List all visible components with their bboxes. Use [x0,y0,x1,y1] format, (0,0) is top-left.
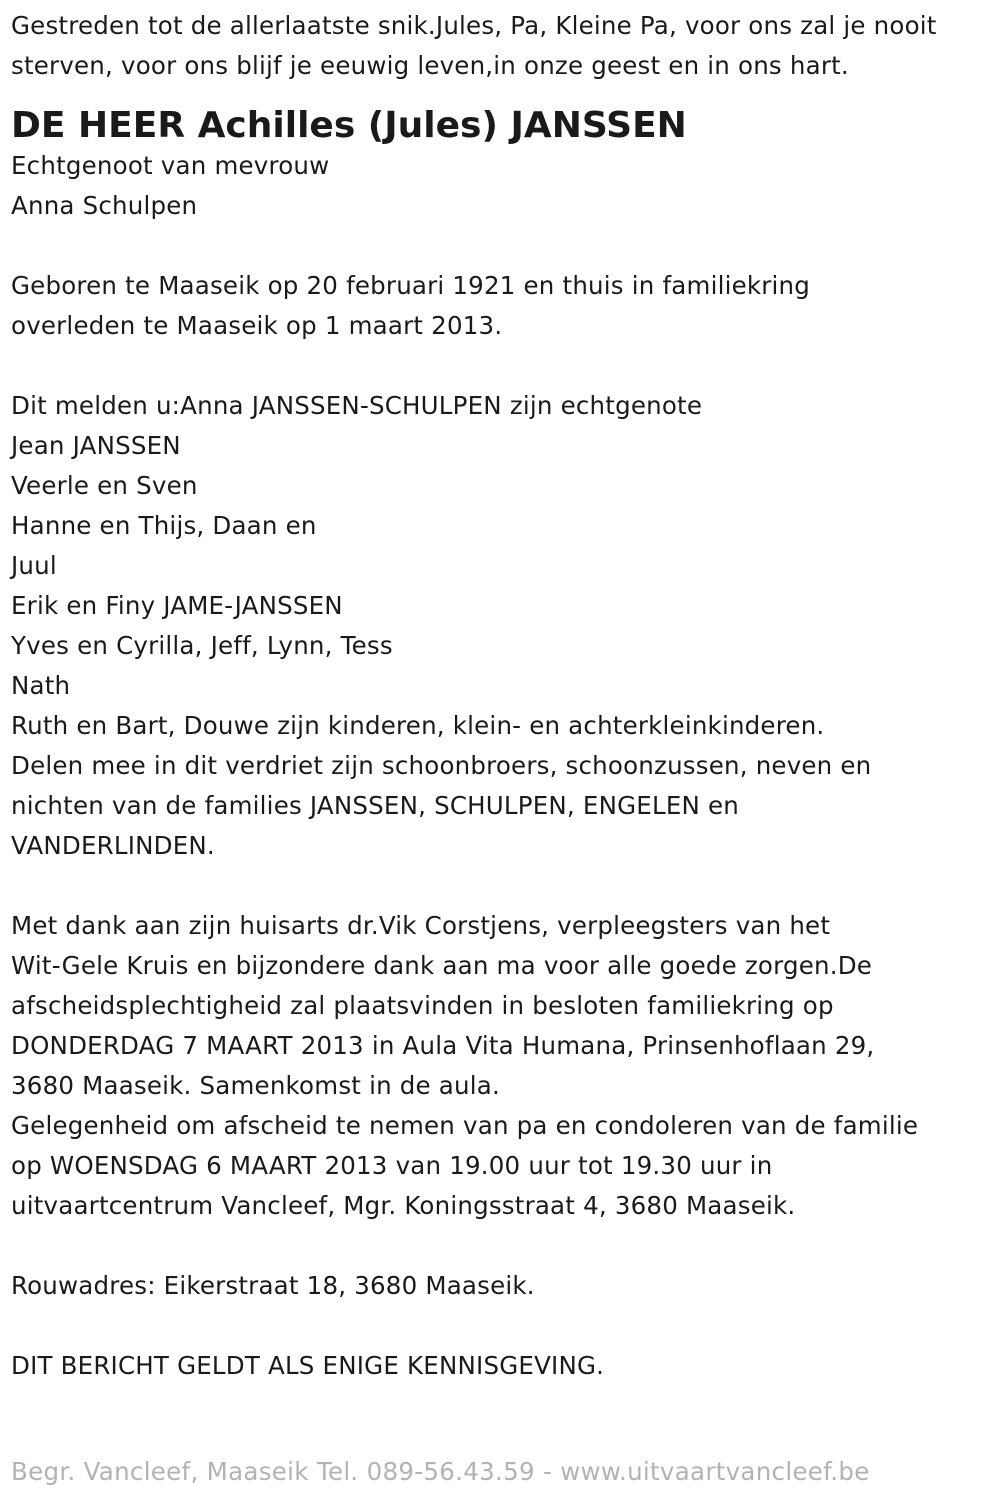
thanks-line: uitvaartcentrum Vancleef, Mgr. Koningsstraat 4, 3680 Maaseik. [11,1191,796,1220]
family-line: Ruth en Bart, Douwe zijn kinderen, klein- en achterkleinkinderen. [11,711,825,740]
family-line: Veerle en Sven [11,471,198,500]
family-line: Delen mee in dit verdriet zijn schoonbroers, schoonzussen, neven en [11,751,872,780]
spouse-line: Echtgenoot van mevrouw [11,151,330,180]
poem-line: sterven, voor ons blijf je eeuwig leven,in onze geest en in ons hart. [11,51,849,80]
mourning-address: Rouwadres: Eikerstraat 18, 3680 Maaseik. [11,1271,535,1300]
thanks-ceremony-block [11,906,993,1226]
family-line: VANDERLINDEN. [11,831,215,860]
thanks-line: DONDERDAG 7 MAART 2013 in Aula Vita Humana, Prinsenhoflaan 29, [11,1031,875,1060]
family-line: Jean JANSSEN [11,431,181,460]
spouse-block [11,146,993,226]
thanks-line: 3680 Maaseik. Samenkomst in de aula. [11,1071,500,1100]
family-line: Hanne en Thijs, Daan en [11,511,317,540]
deceased-name-title: DE HEER Achilles (Jules) JANSSEN [11,105,687,146]
thanks-line: afscheidsplechtigheid zal plaatsvinden in besloten familiekring op [11,991,834,1020]
family-line: Erik en Finy JAME-JANSSEN [11,591,343,620]
obituary-document [11,6,993,1386]
thanks-line: Wit-Gele Kruis en bijzondere dank aan ma voor alle goede zorgen.De [11,951,873,980]
poem-block [11,6,993,86]
thanks-line: op WOENSDAG 6 MAART 2013 van 19.00 uur tot 19.30 uur in [11,1151,773,1180]
thanks-line: Met dank aan zijn huisarts dr.Vik Corstjens, verpleegsters van het [11,911,831,940]
family-line: Yves en Cyrilla, Jeff, Lynn, Tess [11,631,393,660]
spouse-line: Anna Schulpen [11,191,198,220]
thanks-line: Gelegenheid om afscheid te nemen van pa en condoleren van de familie [11,1111,919,1140]
birth-death-line: overleden te Maaseik op 1 maart 2013. [11,311,503,340]
birth-death-line: Geboren te Maaseik op 20 februari 1921 en thuis in familiekring [11,271,811,300]
birth-death-block [11,266,993,346]
family-line: Dit melden u:Anna JANSSEN-SCHULPEN zijn echtgenote [11,391,703,420]
family-line: Nath [11,671,71,700]
family-line: Juul [11,551,57,580]
family-line: nichten van de families JANSSEN, SCHULPEN, ENGELEN en [11,791,740,820]
poem-line: Gestreden tot de allerlaatste snik.Jules, Pa, Kleine Pa, voor ons zal je nooit [11,11,937,40]
family-block [11,386,993,866]
funeral-home-footer: Begr. Vancleef, Maaseik Tel. 089-56.43.59 - www.uitvaartvancleef.be [11,1457,870,1486]
official-notice: DIT BERICHT GELDT ALS ENIGE KENNISGEVING. [11,1351,605,1380]
